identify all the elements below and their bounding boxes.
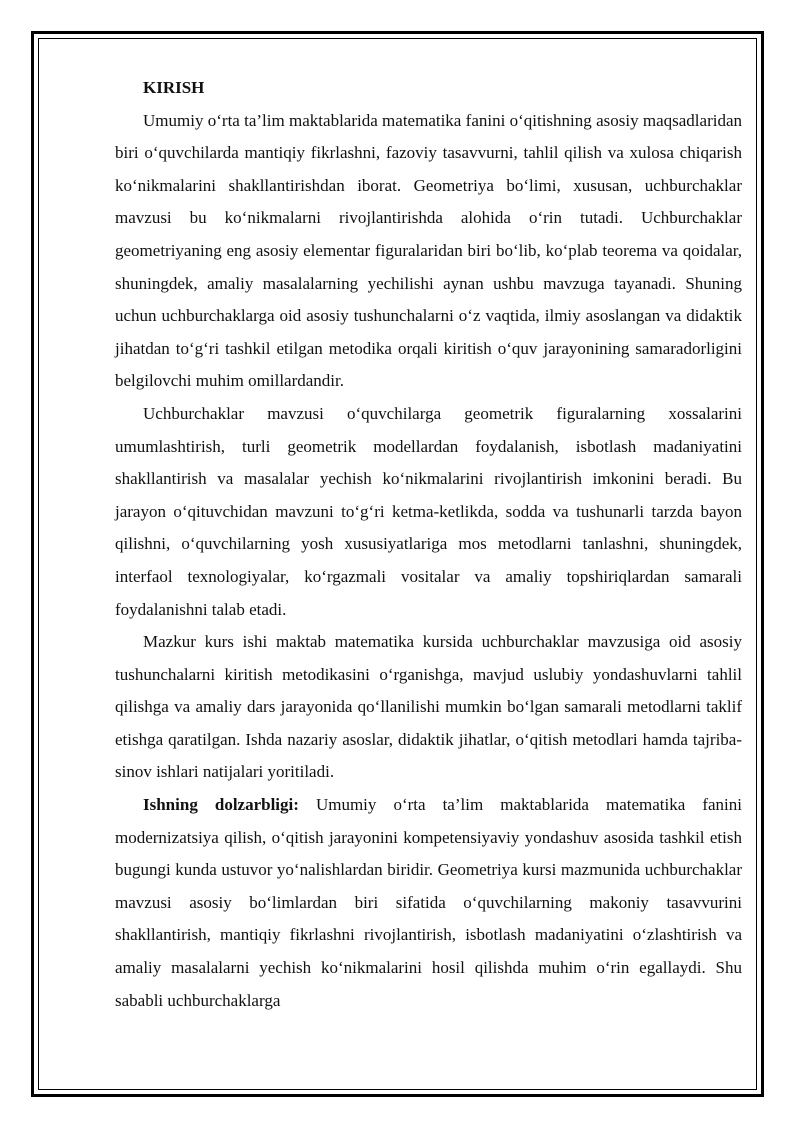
section-heading: KIRISH — [143, 78, 205, 97]
paragraph-4-text: Umumiy o‘rta ta’lim maktablarida matematika fanini modernizatsiya qilish, o‘qitish jarayonini kompetensiyaviy yondashuv asosida tashkil etish bugungi kunda ustuvor yo‘nalishlardan biridir. Geometriya kursi mazmunida uchburchaklar mavzusi asosiy bo‘limlardan biri sifatida o‘quvchilarning makoniy tasavvurini shakllantirish, mantiqiy fikrlashni rivojlantirish, isbotlash madaniyatini o‘zlashtirish va amaliy masalalarni yechish ko‘nikmalarini hosil qilishda muhim o‘rin egallaydi. Shu sababli uchburchaklarga — [115, 795, 742, 1010]
paragraph-4 — [115, 789, 742, 1017]
paragraph-3: Mazkur kurs ishi maktab matematika kursida uchburchaklar mavzusiga oid asosiy tushunchalarni kiritish metodikasini o‘rganishga, mavjud uslubiy yondashuvlarni tahlil qilishga va amaliy dars jarayonida qo‘llanilishi mumkin bo‘lgan samarali metodlarni taklif etishga qaratilgan. Ishda nazariy asoslar, didaktik jihatlar, o‘qitish metodlari hamda tajriba-sinov ishlari natijalari yoritiladi. — [115, 632, 742, 782]
paragraph-2: Uchburchaklar mavzusi o‘quvchilarga geometrik figuralarning xossalarini umumlashtirish, turli geometrik modellardan foydalanish, isbotlash madaniyatini shakllantirish va masalalar yechish ko‘nikmalarini rivojlantirish imkonini beradi. Bu jarayon o‘qituvchidan mavzuni to‘g‘ri ketma-ketlikda, sodda va tushunarli tarzda bayon qilishni, o‘quvchilarning yosh xususiyatlariga mos metodlarni tanlashni, shuningdek, interfaol texnologiyalar, ko‘rgazmali vositalar va amaliy topshiriqlardan samarali foydalanishni talab etadi. — [115, 403, 742, 619]
document-body — [115, 72, 742, 1017]
paragraph-1: Umumiy o‘rta ta’lim maktablarida matematika fanini o‘qitishning asosiy maqsadlaridan biri o‘quvchilarda mantiqiy fikrlashni, fazoviy tasavvurni, tahlil qilish va xulosa chiqarish ko‘nikmalarini shakllantirishdan iborat. Geometriya bo‘limi, xususan, uchburchaklar mavzusi bu ko‘nikmalarni rivojlantirishda alohida o‘rin tutadi. Uchburchaklar geometriyaning eng asosiy elementar figuralaridan biri bo‘lib, ko‘plab teorema va qoidalar, shuningdek, amaliy masalalarning yechilishi aynan ushbu mavzuga tayanadi. Shuning uchun uchburchaklarga oid asosiy tushunchalarni o‘z vaqtida, ilmiy asoslangan va didaktik jihatdan to‘g‘ri tashkil etilgan metodika orqali kiritish o‘quv jarayonining samaradorligini belgilovchi muhim omillardandir. — [115, 110, 742, 391]
paragraph-4-lead: Ishning dolzarbligi: — [143, 795, 299, 815]
